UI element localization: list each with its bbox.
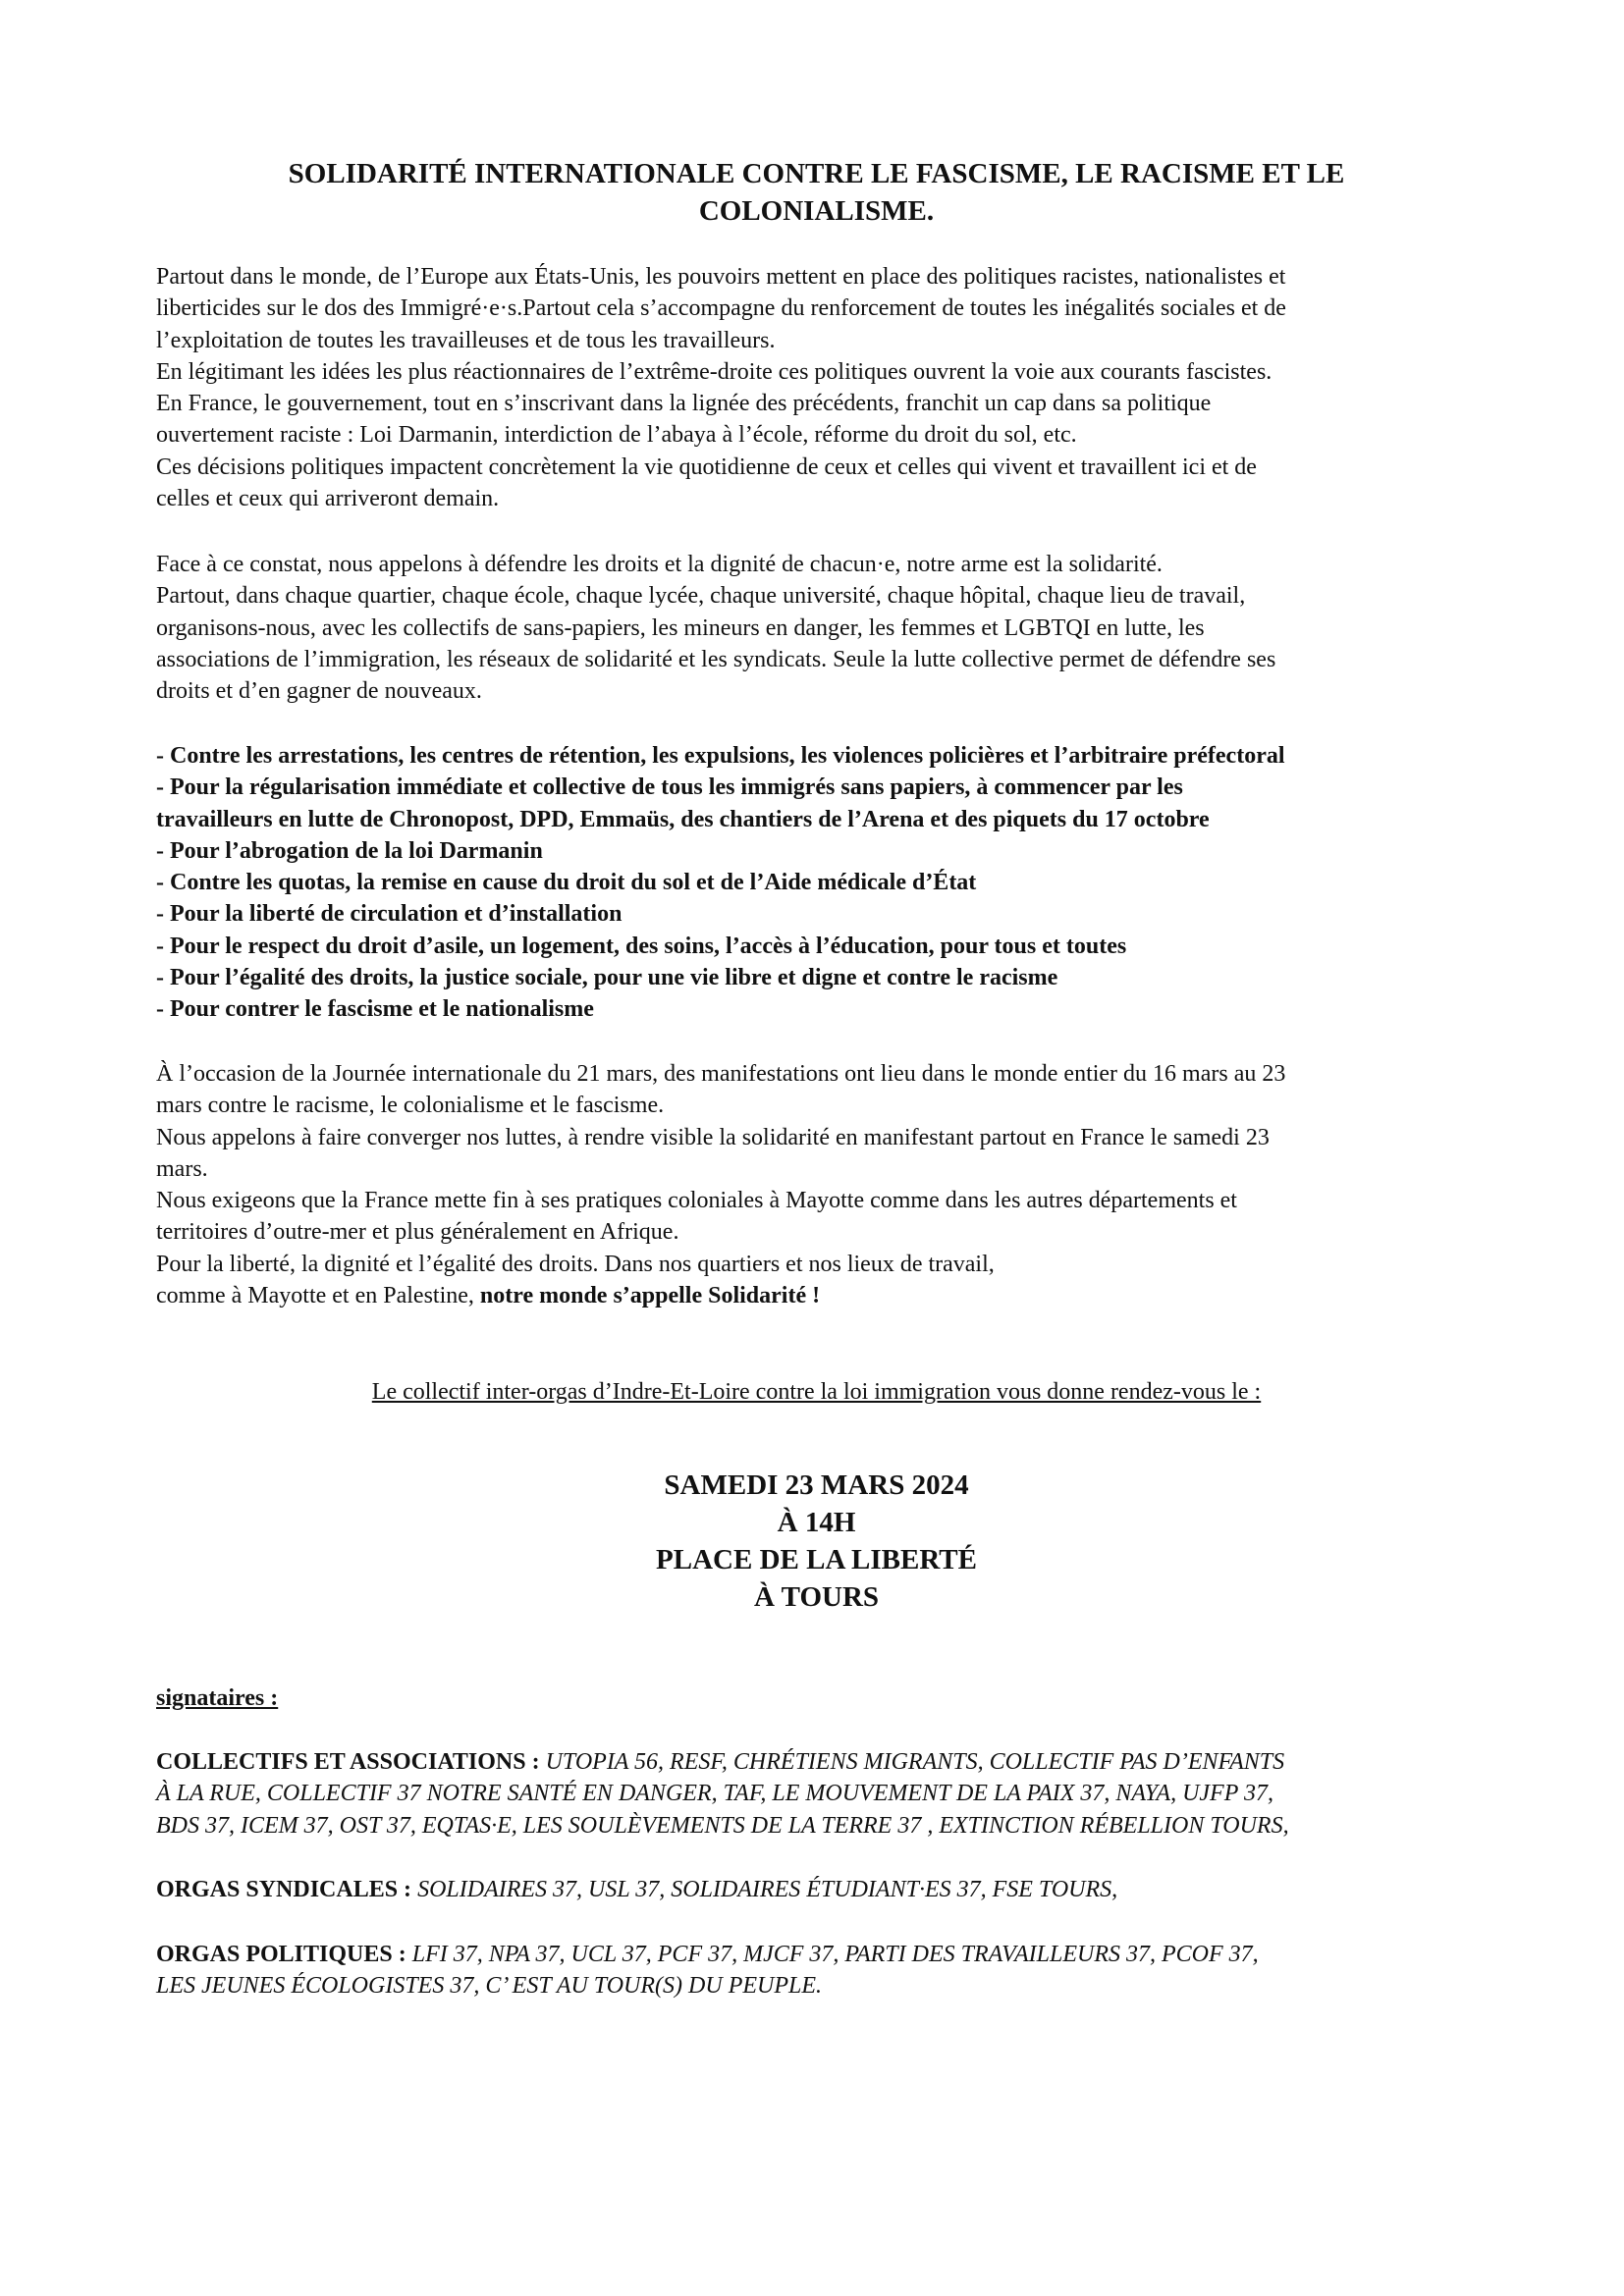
text-line: Ces décisions politiques impactent concrètement la vie quotidienne de ceux et celles qui vivent et travaillent ici et de	[156, 454, 1257, 480]
text-line: Face à ce constat, nous appelons à défendre les droits et la dignité de chacun·e, notre arme est la solidarité.	[156, 552, 1163, 577]
demand-item: travailleurs en lutte de Chronopost, DPD, Emmaüs, des chantiers de l’Arena et des piquets du 17 octobre	[156, 806, 1210, 832]
demand-item: - Pour l’égalité des droits, la justice sociale, pour une vie libre et digne et contre le racisme	[156, 965, 1058, 991]
text-line: droits et d’en gagner de nouveaux.	[156, 678, 482, 705]
event-date: SAMEDI 23 MARS 2024	[664, 1469, 969, 1501]
text-line: Partout, dans chaque quartier, chaque école, chaque lycée, chaque université, chaque hôpital, chaque lieu de travail,	[156, 583, 1246, 610]
demands-list	[156, 740, 1477, 1026]
signatories-political	[156, 1939, 1477, 2002]
event-time: À 14H	[777, 1507, 856, 1538]
signatory-line: À LA RUE, COLLECTIF 37 NOTRE SANTÉ EN DANGER, TAF, LE MOUVEMENT DE LA PAIX 37, NAYA, UJFP 37,	[156, 1781, 1273, 1807]
unions-label: ORGAS SYNDICALES :	[156, 1877, 418, 1902]
demand-item: - Pour contrer le fascisme et le nationalisme	[156, 996, 594, 1023]
signatory-line: BDS 37, ICEM 37, OST 37, EQTAS·E, LES SOULÈVEMENTS DE LA TERRE 37 , EXTINCTION RÉBELLION TOURS,	[156, 1812, 1289, 1839]
rendezvous-line	[156, 1376, 1477, 1408]
demand-item: - Pour la régularisation immédiate et collective de tous les immigrés sans papiers, à commencer par les	[156, 774, 1183, 801]
text-line: mars contre le racisme, le colonialisme et le fascisme.	[156, 1093, 665, 1119]
text-line: En légitimant les idées les plus réactionnaires de l’extrême-droite ces politiques ouvrent la voie aux courants fascistes.	[156, 358, 1272, 385]
text-line: associations de l’immigration, les réseaux de solidarité et les syndicats. Seule la lutte collective permet de défendre ses	[156, 646, 1276, 672]
event-city: À TOURS	[753, 1581, 880, 1613]
signatories-title: signataires :	[156, 1685, 279, 1711]
text-line: Pour la liberté, la dignité et l’égalité des droits. Dans nos quartiers et nos lieux de travail,	[156, 1251, 995, 1277]
political-list: LFI 37, NPA 37, UCL 37, PCF 37, MJCF 37, PARTI DES TRAVAILLEURS 37, PCOF 37,	[411, 1942, 1259, 1967]
event-block	[156, 1467, 1477, 1616]
associations-label: COLLECTIFS ET ASSOCIATIONS :	[156, 1749, 546, 1775]
demand-item: - Pour le respect du droit d’asile, un logement, des soins, l’accès à l’éducation, pour tous et toutes	[156, 933, 1127, 959]
text-line: organisons-nous, avec les collectifs de sans-papiers, les mineurs en danger, les femmes et LGBTQI en lutte, les	[156, 614, 1205, 641]
political-label: ORGAS POLITIQUES :	[156, 1942, 412, 1967]
text-line: Partout dans le monde, de l’Europe aux États-Unis, les pouvoirs mettent en place des politiques racistes, nationalistes et	[156, 264, 1286, 290]
demand-item: - Contre les arrestations, les centres de rétention, les expulsions, les violences policières et l’arbitraire préfectoral	[156, 743, 1285, 769]
demand-item: - Pour l’abrogation de la loi Darmanin	[156, 837, 543, 864]
demand-item: - Pour la liberté de circulation et d’installation	[156, 901, 623, 928]
title-line: COLONIALISME.	[698, 195, 935, 227]
signatory-line	[156, 1746, 1477, 1778]
text-line: En France, le gouvernement, tout en s’inscrivant dans la lignée des précédents, franchit un cap dans sa politique	[156, 391, 1212, 417]
signatories-associations	[156, 1746, 1477, 1842]
demand-item: - Contre les quotas, la remise en cause du droit du sol et de l’Aide médicale d’État	[156, 870, 977, 896]
text-line: Nous appelons à faire converger nos luttes, à rendre visible la solidarité en manifestant partout en France le samedi 23	[156, 1124, 1270, 1150]
text-line: l’exploitation de toutes les travailleuses et de tous les travailleurs.	[156, 327, 776, 353]
associations-list: UTOPIA 56, RESF, CHRÉTIENS MIGRANTS, COLLECTIF PAS D’ENFANTS	[545, 1749, 1285, 1775]
closing-line	[156, 1280, 1477, 1311]
text-line: territoires d’outre-mer et plus généralement en Afrique.	[156, 1219, 679, 1246]
event-place: PLACE DE LA LIBERTÉ	[656, 1544, 977, 1575]
text-line: mars.	[156, 1155, 208, 1182]
signatory-line	[156, 1874, 1477, 1905]
intro-paragraph	[156, 261, 1477, 514]
page-title	[156, 155, 1477, 230]
text-line: À l’occasion de la Journée internationale du 21 mars, des manifestations ont lieu dans le monde entier du 16 mars au 23	[156, 1061, 1286, 1087]
signatory-line: LES JEUNES ÉCOLOGISTES 37, C’ EST AU TOUR(S) DU PEUPLE.	[156, 1973, 823, 2000]
closing-prefix: comme à Mayotte et en Palestine,	[156, 1283, 480, 1309]
closing-emphasis: notre monde s’appelle Solidarité !	[479, 1283, 821, 1309]
appeal-paragraph	[156, 549, 1477, 707]
unions-list: SOLIDAIRES 37, USL 37, SOLIDAIRES ÉTUDIANT·ES 37, FSE TOURS,	[417, 1877, 1118, 1902]
text-line: celles et ceux qui arriveront demain.	[156, 486, 500, 512]
signatories-heading	[156, 1682, 1477, 1714]
text-line: Nous exigeons que la France mette fin à ses pratiques coloniales à Mayotte comme dans les autres départements et	[156, 1188, 1237, 1214]
title-line: SOLIDARITÉ INTERNATIONALE CONTRE LE FASCISME, LE RACISME ET LE	[288, 158, 1345, 189]
text-line: ouvertement raciste : Loi Darmanin, interdiction de l’abaya à l’école, réforme du droit du sol, etc.	[156, 422, 1077, 449]
occasion-paragraph	[156, 1058, 1477, 1311]
signatories-unions	[156, 1874, 1477, 1905]
signatory-line	[156, 1939, 1477, 1970]
text-line: liberticides sur le dos des Immigré·e·s.Partout cela s’accompagne du renforcement de toutes les inégalités sociales et de	[156, 295, 1286, 322]
rendezvous-text: Le collectif inter-orgas d’Indre-Et-Loire contre la loi immigration vous donne rendez-vous le :	[371, 1379, 1262, 1405]
